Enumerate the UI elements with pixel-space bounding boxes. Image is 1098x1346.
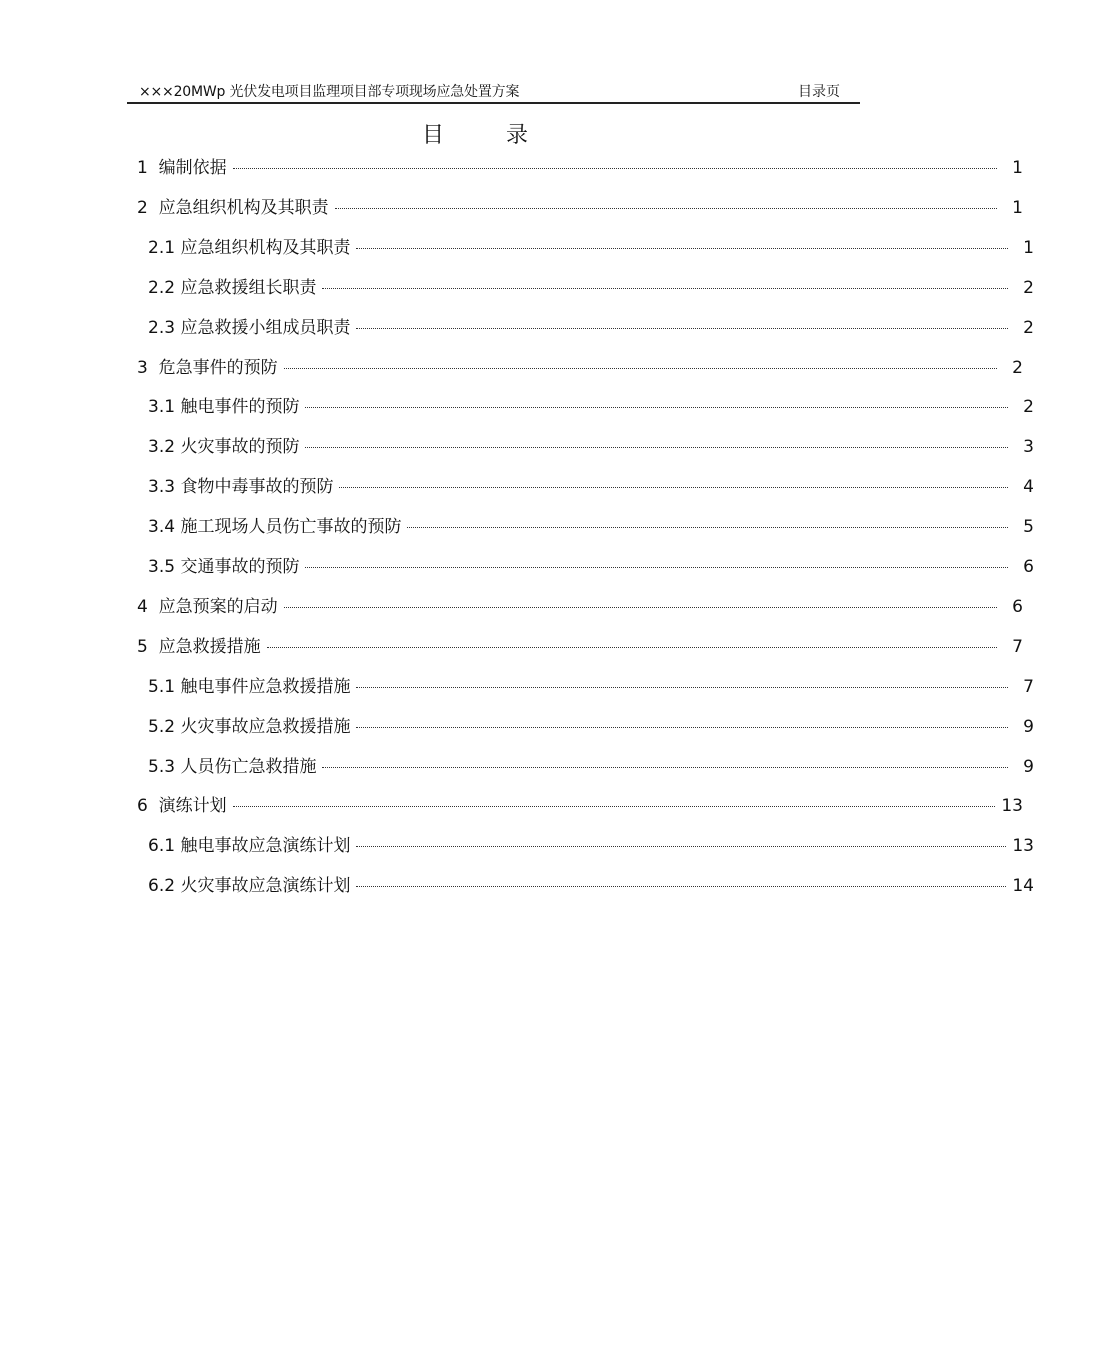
toc-entry-number: 6.2	[148, 876, 181, 897]
dot-leader	[322, 767, 1008, 768]
toc-entry[interactable]	[0, 511, 1098, 543]
toc-entry[interactable]	[0, 431, 1098, 463]
toc-entry-number: 2.1	[148, 237, 181, 258]
toc-entry-page-number: 2	[1023, 397, 1034, 418]
toc-entry-page-number: 14	[1012, 876, 1034, 897]
toc-entry-number: 5	[137, 636, 159, 657]
toc-entry[interactable]	[0, 631, 1087, 663]
dot-leader	[356, 328, 1008, 329]
toc-entry-number: 3.2	[148, 437, 181, 458]
dot-leader	[356, 846, 1006, 847]
dot-leader	[233, 168, 998, 169]
toc-entry-number: 6.1	[148, 836, 181, 857]
toc-entry-label: 触电事件应急救援措施	[180, 676, 351, 697]
toc-entry-number: 3	[137, 357, 159, 378]
toc-entry-label: 火灾事故的预防	[180, 437, 300, 458]
toc-entry[interactable]	[0, 751, 1098, 783]
toc-entry-number: 5.2	[148, 716, 181, 737]
toc-entry-page-number: 5	[1023, 517, 1034, 538]
toc-entry[interactable]	[0, 152, 1087, 184]
dot-leader	[284, 368, 998, 369]
toc-entry-label: 应急救援组长职责	[180, 277, 317, 298]
toc-entry[interactable]	[0, 870, 1098, 902]
toc-entry-number: 1	[137, 158, 159, 178]
toc-entry-number: 6	[137, 796, 159, 817]
toc-entry[interactable]	[0, 272, 1098, 304]
toc-entry-label: 人员伤亡急救措施	[180, 756, 317, 777]
toc-entry-page-number: 13	[1012, 836, 1034, 857]
toc-entry-page-number: 7	[1023, 676, 1034, 697]
dot-leader	[339, 487, 1008, 488]
toc-entry-label: 火灾事故应急救援措施	[180, 716, 351, 737]
dot-leader	[267, 647, 998, 648]
dot-leader	[407, 527, 1008, 528]
toc-entry-page-number: 3	[1023, 437, 1034, 458]
toc-entry-page-number: 1	[1023, 237, 1034, 258]
dot-leader	[356, 727, 1008, 728]
toc-entry-number: 2.2	[148, 277, 181, 298]
toc-entry-page-number: 13	[1001, 796, 1023, 817]
toc-entry-number: 3.4	[148, 517, 181, 538]
toc-entry[interactable]	[0, 232, 1098, 264]
dot-leader	[322, 288, 1008, 289]
toc-entry-label: 编制依据	[158, 158, 227, 178]
toc-entry-page-number: 9	[1023, 756, 1034, 777]
dot-leader	[305, 407, 1008, 408]
toc-entry-page-number: 1	[1012, 197, 1023, 218]
dot-leader	[335, 208, 998, 209]
toc-entry-number: 3.5	[148, 557, 181, 577]
toc-entry-page-number: 2	[1023, 317, 1034, 338]
dot-leader	[356, 886, 1006, 887]
page-header	[127, 82, 860, 104]
toc-entry-label: 火灾事故应急演练计划	[180, 876, 351, 897]
toc-entry[interactable]	[0, 711, 1098, 743]
toc-entry-number: 5.1	[148, 676, 181, 697]
toc-entry-page-number: 2	[1012, 357, 1023, 378]
toc-entry[interactable]	[0, 671, 1098, 703]
toc-entry-number: 4	[137, 596, 159, 617]
toc-entry-page-number: 6	[1012, 596, 1023, 617]
toc-entry-label: 应急组织机构及其职责	[180, 237, 351, 258]
toc-entry-label: 应急预案的启动	[158, 596, 278, 617]
toc-entry[interactable]	[0, 312, 1098, 344]
toc-entry-number: 3.1	[148, 397, 181, 418]
dot-leader	[356, 687, 1008, 688]
toc-entry-number: 2.3	[148, 317, 181, 338]
toc-entry-label: 食物中毒事故的预防	[180, 477, 334, 498]
toc-entry[interactable]	[0, 830, 1098, 862]
page-section-label: 目录页	[798, 84, 840, 100]
toc-entry-label: 危急事件的预防	[158, 357, 278, 378]
toc-entry-number: 3.3	[148, 477, 181, 498]
toc-entry-label: 应急组织机构及其职责	[158, 197, 329, 218]
toc-entry-page-number: 4	[1023, 477, 1034, 498]
toc-entry-page-number: 1	[1012, 158, 1023, 178]
toc-entry[interactable]	[0, 551, 1098, 583]
toc-entry[interactable]	[0, 391, 1098, 423]
dot-leader	[284, 607, 998, 608]
toc-entry-label: 交通事故的预防	[180, 557, 300, 577]
toc-entry-page-number: 2	[1023, 277, 1034, 298]
toc-entry[interactable]	[0, 790, 1087, 822]
toc-entry[interactable]	[0, 471, 1098, 503]
toc-entry-label: 应急救援小组成员职责	[180, 317, 351, 338]
toc-entry[interactable]	[0, 352, 1087, 384]
toc-entry-label: 演练计划	[158, 796, 227, 817]
toc-entry[interactable]	[0, 192, 1087, 224]
document-title: ×××20MWp 光伏发电项目监理项目部专项现场应急处置方案	[139, 84, 520, 100]
toc-entry-label: 施工现场人员伤亡事故的预防	[180, 517, 402, 538]
toc-entry-label: 应急救援措施	[158, 636, 261, 657]
toc-entry-number: 5.3	[148, 756, 181, 777]
toc-entry-page-number: 9	[1023, 716, 1034, 737]
toc-entry-label: 触电事件的预防	[180, 397, 300, 418]
toc-entry-label: 触电事故应急演练计划	[180, 836, 351, 857]
dot-leader	[356, 248, 1008, 249]
dot-leader	[305, 567, 1008, 568]
toc-entry-page-number: 6	[1023, 557, 1034, 577]
dot-leader	[305, 447, 1008, 448]
toc-entry[interactable]	[0, 591, 1087, 623]
dot-leader	[233, 806, 996, 807]
toc-entry-page-number: 7	[1012, 636, 1023, 657]
toc-entry-number: 2	[137, 197, 159, 218]
toc-heading: 目 录	[421, 123, 548, 148]
